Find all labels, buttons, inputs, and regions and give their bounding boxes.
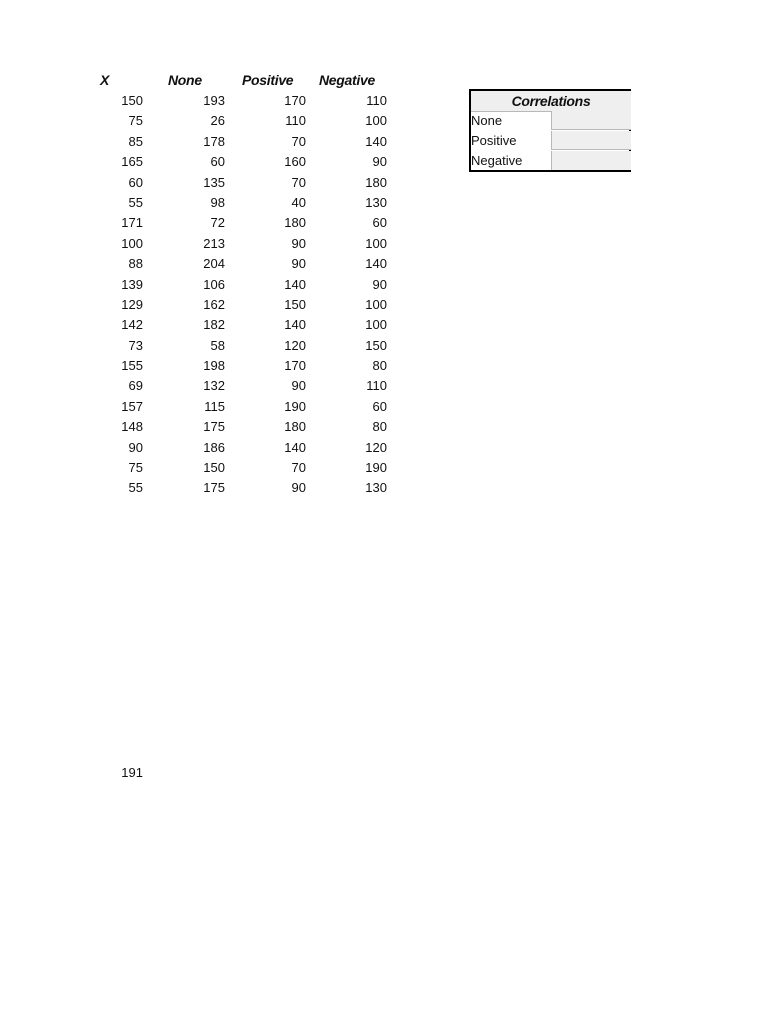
cell-x[interactable]: 157 — [121, 398, 143, 414]
cell-none[interactable]: 186 — [203, 439, 225, 455]
cell-none[interactable]: 60 — [210, 154, 225, 170]
cell-positive[interactable]: 160 — [284, 154, 306, 170]
correlation-value-none[interactable] — [551, 111, 631, 130]
cell-positive[interactable]: 110 — [285, 113, 306, 129]
cell-none[interactable]: 72 — [210, 215, 225, 231]
cell-none[interactable]: 182 — [203, 317, 225, 333]
cell-positive[interactable]: 170 — [284, 358, 306, 374]
cell-x[interactable]: 129 — [121, 296, 143, 312]
cell-none[interactable]: 175 — [203, 480, 225, 496]
table-row — [96, 478, 396, 498]
cell-none[interactable]: 213 — [203, 235, 225, 251]
table-row — [96, 193, 396, 213]
cell-negative[interactable]: 130 — [365, 194, 387, 210]
cell-none[interactable]: 58 — [210, 337, 225, 353]
table-row — [96, 458, 396, 478]
table-row — [96, 173, 396, 193]
cell-negative[interactable]: 110 — [366, 93, 387, 108]
cell-positive[interactable]: 180 — [284, 419, 306, 435]
cell-positive[interactable]: 150 — [284, 296, 306, 312]
header-x[interactable]: X — [100, 72, 110, 88]
correlation-row-positive — [471, 131, 631, 151]
cell-negative[interactable]: 80 — [372, 419, 387, 435]
cell-positive[interactable]: 70 — [291, 460, 306, 476]
cell-x[interactable]: 139 — [121, 276, 143, 292]
table-row — [96, 417, 396, 437]
cell-none[interactable]: 132 — [203, 378, 225, 394]
cell-x[interactable]: 171 — [121, 215, 143, 231]
cell-positive[interactable]: 90 — [291, 235, 306, 251]
cell-none[interactable]: 26 — [210, 113, 225, 129]
cell-positive[interactable]: 40 — [291, 194, 306, 210]
data-table — [96, 70, 396, 499]
correlation-label-none[interactable]: None — [471, 113, 503, 128]
cell-none[interactable]: 162 — [203, 296, 225, 312]
cell-none[interactable]: 115 — [204, 398, 225, 414]
cell-none[interactable]: 204 — [203, 256, 225, 272]
correlations-title[interactable]: Correlations — [471, 91, 631, 112]
cell-positive[interactable]: 120 — [284, 337, 306, 353]
cell-x[interactable]: 55 — [128, 194, 143, 210]
header-negative[interactable]: Negative — [319, 72, 375, 88]
correlation-label-positive[interactable]: Positive — [471, 133, 517, 148]
cell-x[interactable]: 69 — [128, 378, 143, 394]
cell-negative[interactable]: 100 — [365, 235, 387, 251]
cell-positive[interactable]: 180 — [284, 215, 306, 231]
cell-negative[interactable]: 100 — [365, 296, 387, 312]
table-row — [96, 152, 396, 172]
cell-positive[interactable]: 90 — [291, 256, 306, 272]
table-row — [96, 397, 396, 417]
cell-positive[interactable]: 170 — [284, 93, 306, 108]
table-row — [96, 132, 396, 152]
cell-negative[interactable]: 60 — [372, 398, 387, 414]
cell-negative[interactable]: 100 — [365, 317, 387, 333]
cell-none[interactable]: 175 — [203, 419, 225, 435]
cell-negative[interactable]: 140 — [365, 256, 387, 272]
cell-positive[interactable]: 90 — [291, 378, 306, 394]
cell-negative[interactable]: 130 — [365, 480, 387, 496]
cell-x[interactable]: 75 — [128, 113, 143, 129]
cell-positive[interactable]: 140 — [284, 276, 306, 292]
cell-x[interactable]: 90 — [128, 439, 143, 455]
cell-none[interactable]: 150 — [203, 460, 225, 476]
correlation-row-negative — [471, 151, 631, 171]
cell-negative[interactable]: 90 — [372, 154, 387, 170]
table-row — [96, 234, 396, 254]
cell-positive[interactable]: 190 — [284, 398, 306, 414]
cell-none[interactable]: 178 — [203, 133, 225, 149]
cell-negative[interactable]: 90 — [372, 276, 387, 292]
cell-none[interactable]: 198 — [203, 358, 225, 374]
table-row — [96, 376, 396, 396]
cell-negative[interactable]: 190 — [365, 460, 387, 476]
cell-x[interactable]: 73 — [128, 337, 143, 353]
table-row — [96, 275, 396, 295]
cell-none[interactable]: 106 — [203, 276, 225, 292]
cell-x[interactable]: 75 — [128, 460, 143, 476]
cell-x[interactable]: 142 — [121, 317, 143, 333]
cell-x[interactable]: 85 — [128, 133, 143, 149]
cell-negative[interactable]: 110 — [366, 378, 387, 394]
cell-negative[interactable]: 180 — [365, 174, 387, 190]
cell-positive[interactable]: 70 — [291, 174, 306, 190]
table-row — [96, 91, 396, 111]
cell-negative[interactable]: 140 — [365, 133, 387, 149]
cell-x[interactable]: 88 — [128, 256, 143, 272]
cell-negative[interactable]: 100 — [365, 113, 387, 129]
cell-negative[interactable]: 120 — [365, 439, 387, 455]
lone-cell-value[interactable]: 191 — [121, 765, 143, 780]
cell-positive[interactable]: 140 — [284, 439, 306, 455]
cell-x[interactable]: 55 — [128, 480, 143, 496]
cell-positive[interactable]: 140 — [284, 317, 306, 333]
table-row — [96, 315, 396, 335]
correlation-value-negative[interactable] — [551, 151, 631, 170]
header-positive[interactable]: Positive — [242, 72, 294, 88]
cell-negative[interactable]: 150 — [365, 337, 387, 353]
cell-none[interactable]: 135 — [203, 174, 225, 190]
table-row — [96, 254, 396, 274]
cell-none[interactable]: 193 — [203, 93, 225, 108]
correlations-box — [469, 89, 631, 172]
correlation-row-none — [471, 111, 631, 131]
cell-x[interactable]: 150 — [121, 93, 143, 108]
cell-negative[interactable]: 80 — [372, 358, 387, 374]
table-row — [96, 213, 396, 233]
header-none[interactable]: None — [168, 72, 202, 88]
cell-x[interactable]: 165 — [121, 154, 143, 170]
table-row — [96, 356, 396, 376]
table-row — [96, 111, 396, 131]
cell-x[interactable]: 148 — [121, 419, 143, 435]
cell-x[interactable]: 155 — [121, 358, 143, 374]
table-header-row — [96, 70, 396, 91]
cell-x[interactable]: 100 — [121, 235, 143, 251]
correlation-label-negative[interactable]: Negative — [471, 153, 523, 168]
table-row — [96, 438, 396, 458]
cell-positive[interactable]: 90 — [291, 480, 306, 496]
table-row — [96, 295, 396, 315]
correlation-value-positive[interactable] — [551, 131, 631, 150]
table-body — [96, 91, 396, 499]
cell-none[interactable]: 98 — [210, 194, 225, 210]
cell-negative[interactable]: 60 — [372, 215, 387, 231]
cell-x[interactable]: 60 — [128, 174, 143, 190]
cell-positive[interactable]: 70 — [291, 133, 306, 149]
table-row — [96, 336, 396, 356]
